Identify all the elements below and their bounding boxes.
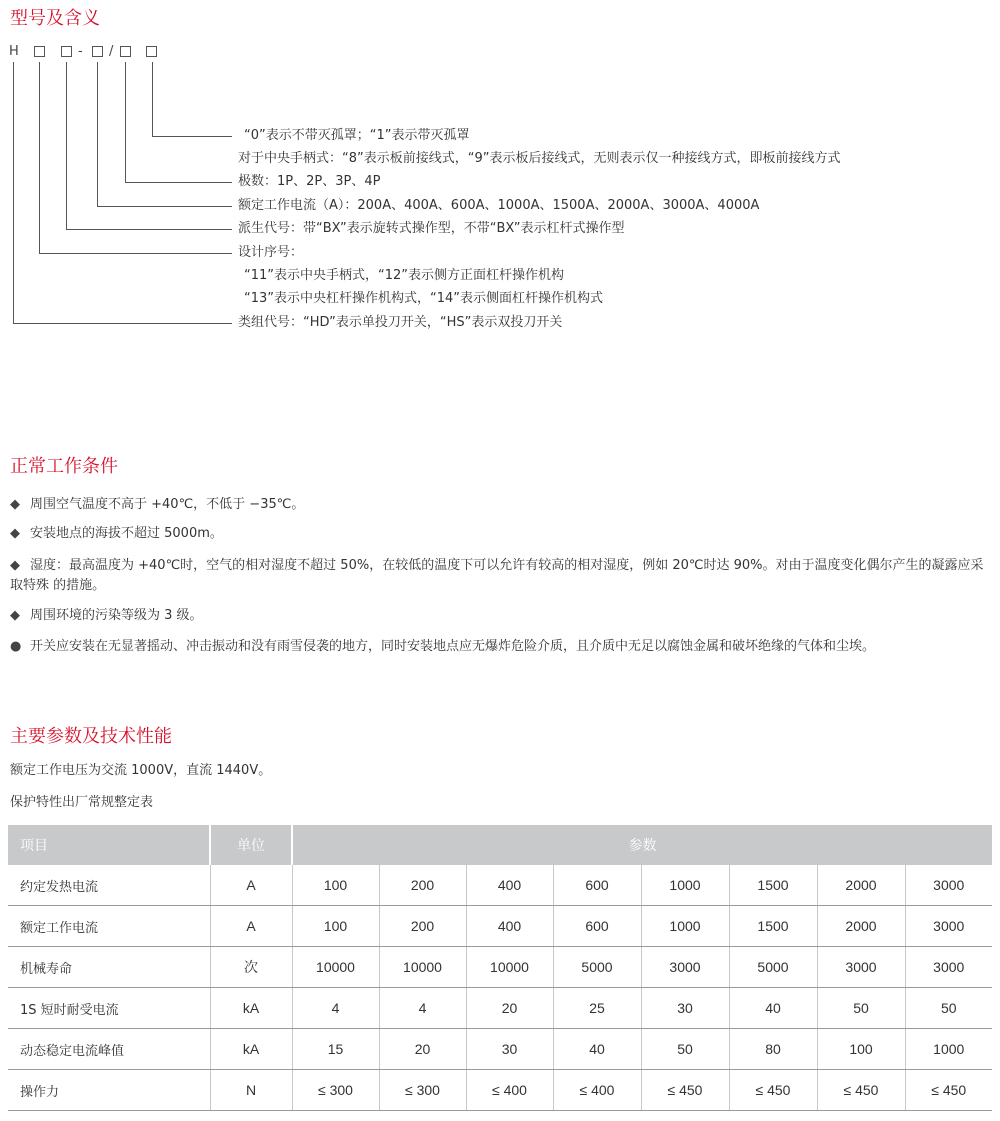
row-unit: N [210,1070,292,1111]
value-cell: 25 [553,988,641,1029]
value-cell: 1500 [729,865,817,906]
code-box-arc [146,46,157,57]
value-cell: 600 [553,906,641,947]
condition-item [10,556,994,596]
table-caption: 保护特性出厂常规整定表 [10,795,154,810]
row-label: 额定工作电流 [8,906,210,947]
condition-item [10,495,994,515]
value-cell: 10000 [292,947,379,988]
leader-class-h [13,323,232,324]
value-cell: 1500 [729,906,817,947]
header-item: 项目 [8,825,210,865]
diamond-bullet-icon: ◆ [10,558,20,573]
value-cell: 200 [379,906,466,947]
value-cell: 2000 [817,906,905,947]
header-unit: 单位 [210,825,292,865]
value-cell: ≤ 400 [466,1070,553,1111]
desc-arc-chute: “0”表示不带灭孤罩；“1”表示带灭孤罩 [244,128,470,143]
table-row [8,988,992,1029]
value-cell: 600 [553,865,641,906]
value-cell: 200 [379,865,466,906]
leader-poles [125,62,126,182]
value-cell: 15 [292,1029,379,1070]
leader-design-no [39,62,40,253]
code-box-derivative [61,46,72,57]
row-unit: 次 [210,947,292,988]
value-cell: 3000 [817,947,905,988]
condition-item [10,524,994,544]
code-box-current [92,46,103,57]
value-cell: ≤ 450 [905,1070,992,1111]
condition-text: 周围环境的污染等级为 3 级。 [30,608,203,623]
leader-current [97,62,98,206]
condition-item [10,637,994,657]
condition-text: 周围空气温度不高于 +40℃，不低于 −35℃。 [30,497,305,512]
value-cell: 1000 [641,906,729,947]
desc-derivative: 派生代号：带“BX”表示旋转式操作型，不带“BX”表示杠杆式操作型 [238,221,625,236]
value-cell: 5000 [729,947,817,988]
code-slash: / [109,44,114,59]
value-cell: 1000 [905,1029,992,1070]
section-title-model: 型号及含义 [10,8,100,29]
value-cell: ≤ 300 [292,1070,379,1111]
value-cell: ≤ 450 [729,1070,817,1111]
value-cell: 400 [466,906,553,947]
section-title-parameters: 主要参数及技术性能 [10,726,172,747]
row-label: 动态稳定电流峰值 [8,1029,210,1070]
diamond-bullet-icon: ◆ [10,497,20,512]
desc-design-no: 设计序号： [238,245,304,260]
value-cell: 30 [641,988,729,1029]
row-label: 1S 短时耐受电流 [8,988,210,1029]
leader-derivative [66,62,67,229]
row-unit: A [210,865,292,906]
leader-arc-h [152,136,232,137]
value-cell: 50 [641,1029,729,1070]
value-cell: 400 [466,865,553,906]
code-box-poles [120,46,131,57]
table-row [8,1070,992,1111]
value-cell: ≤ 450 [641,1070,729,1111]
value-cell: 100 [292,865,379,906]
table-row [8,947,992,988]
value-cell: 40 [729,988,817,1029]
leader-class [13,62,14,323]
desc-design-no-13-14: “13”表示中央杠杆操作机构式，“14”表示侧面杠杆操作机构式 [244,291,604,306]
row-label: 操作力 [8,1070,210,1111]
row-unit: kA [210,1029,292,1070]
value-cell: 80 [729,1029,817,1070]
section-title-conditions: 正常工作条件 [10,456,118,477]
desc-class-code: 类组代号：“HD”表示单投刀开关，“HS”表示双投刀开关 [238,315,563,330]
value-cell: 1000 [641,865,729,906]
leader-derivative-h [66,229,232,230]
code-dash: - [78,44,83,59]
desc-design-no-11-12: “11”表示中央手柄式，“12”表示侧方正面杠杆操作机构 [244,268,565,283]
value-cell: 4 [292,988,379,1029]
value-cell: 5000 [553,947,641,988]
condition-item [10,606,994,626]
value-cell: 40 [553,1029,641,1070]
row-label: 机械寿命 [8,947,210,988]
leader-design-no-h [39,253,232,254]
code-box-design-no [34,46,45,57]
row-unit: kA [210,988,292,1029]
code-prefix: H [9,44,19,59]
table-row [8,906,992,947]
value-cell: ≤ 400 [553,1070,641,1111]
value-cell: 4 [379,988,466,1029]
row-unit: A [210,906,292,947]
diamond-bullet-icon: ◆ [10,608,20,623]
condition-text: 安装地点的海拔不超过 5000m。 [30,526,223,541]
value-cell: 100 [292,906,379,947]
value-cell: 10000 [466,947,553,988]
value-cell: 3000 [905,947,992,988]
value-cell: 50 [905,988,992,1029]
diamond-bullet-icon: ◆ [10,526,20,541]
value-cell: 100 [817,1029,905,1070]
leader-current-h [97,206,232,207]
desc-wiring: 对于中央手柄式：“8”表示板前接线式，“9”表示板后接线式，无则表示仅一种接线方式，即板前接线方式 [238,151,841,166]
leader-poles-h [125,182,232,183]
circle-bullet-icon: ● [10,639,22,654]
value-cell: 50 [817,988,905,1029]
value-cell: 20 [379,1029,466,1070]
row-label: 约定发热电流 [8,865,210,906]
condition-text: 湿度：最高温度为 +40℃时，空气的相对湿度不超过 50%，在较低的温度下可以允许有较高的相对湿度，例如 20℃时达 90%。对由于温度变化偶尔产生的凝露应采取特殊 的措施。 [10,558,984,593]
value-cell: 3000 [905,865,992,906]
value-cell: 10000 [379,947,466,988]
rated-voltage-text: 额定工作电压为交流 1000V，直流 1440V。 [10,763,272,778]
table-header-row [8,825,992,865]
parameter-table [8,825,992,1111]
desc-rated-current: 额定工作电流（A）：200A、400A、600A、1000A、1500A、2000A、3000A、4000A [238,198,760,213]
value-cell: ≤ 300 [379,1070,466,1111]
condition-text: 开关应安装在无显著摇动、冲击振动和没有雨雪侵袭的地方，同时安装地点应无爆炸危险介质，且介质中无足以腐蚀金属和破坏绝缘的气体和尘埃。 [30,639,876,654]
header-params: 参数 [292,825,992,865]
value-cell: ≤ 450 [817,1070,905,1111]
value-cell: 3000 [905,906,992,947]
value-cell: 2000 [817,865,905,906]
value-cell: 3000 [641,947,729,988]
value-cell: 20 [466,988,553,1029]
value-cell: 30 [466,1029,553,1070]
table-row [8,865,992,906]
leader-arc [152,62,153,136]
table-row [8,1029,992,1070]
desc-poles: 极数：1P、2P、3P、4P [238,174,381,189]
